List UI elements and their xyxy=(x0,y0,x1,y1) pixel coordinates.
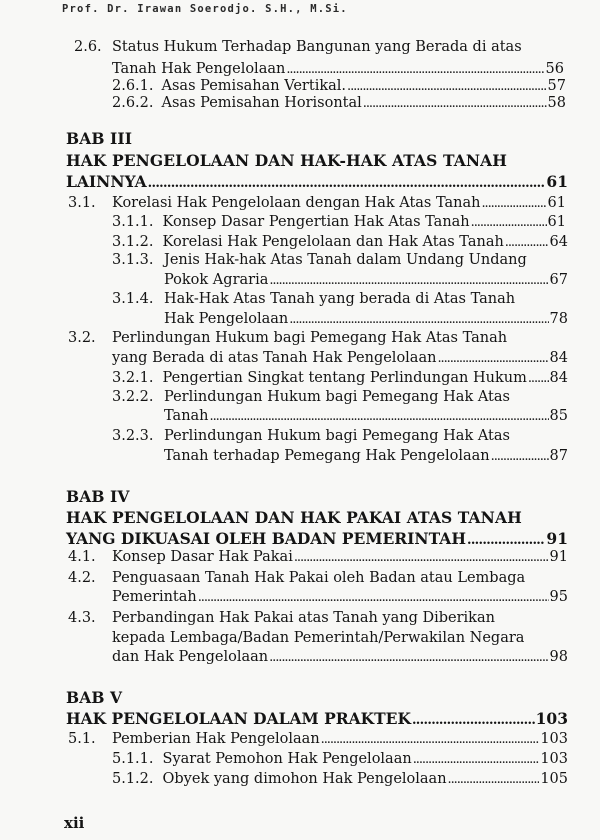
toc-entry[interactable] xyxy=(112,650,568,665)
chapter-title: HAK PENGELOLAAN DALAM PRAKTEK xyxy=(66,709,411,728)
toc-entry[interactable] xyxy=(112,590,568,605)
toc-entry[interactable] xyxy=(112,371,568,386)
toc-entry[interactable] xyxy=(68,196,566,211)
leader-dots xyxy=(269,650,548,665)
section-title: Tanah terhadap Pemegang Hak Pengelolaan xyxy=(164,448,490,464)
section-number: 4.2. xyxy=(68,570,96,586)
toc-entry[interactable] xyxy=(112,772,568,787)
toc-entry[interactable] xyxy=(112,752,568,767)
leader-dots xyxy=(198,590,549,605)
section-number: 3.2.3. xyxy=(112,428,154,444)
section-title: Hak Pengelolaan xyxy=(164,311,289,327)
leader-dots xyxy=(437,351,548,366)
section-title: kepada Lembaga/Badan Pemerintah/Perwakilan Negara xyxy=(112,630,525,646)
section-title: Perlindungan Hukum bagi Pemegang Hak Atas xyxy=(164,428,510,444)
page-ref: 105 xyxy=(540,771,568,787)
section-title: Status Hukum Terhadap Bangunan yang Berada di atas xyxy=(112,39,522,55)
chapter-title: HAK PENGELOLAAN DAN HAK-HAK ATAS TANAH xyxy=(66,151,507,170)
page-ref: 61 xyxy=(547,195,566,211)
leader-dots xyxy=(269,273,548,288)
section-number: 5.1.1. xyxy=(112,751,154,767)
page-ref: 61 xyxy=(546,172,568,191)
leader-dots xyxy=(413,752,540,767)
leader-dots xyxy=(148,174,546,190)
leader-dots xyxy=(294,550,549,565)
section-number: 5.1. xyxy=(68,731,96,747)
leader-dots xyxy=(286,62,544,77)
section-number: 3.2. xyxy=(68,330,96,346)
toc-entry[interactable] xyxy=(112,96,566,111)
leader-dots xyxy=(412,711,535,727)
section-title: Korelasi Hak Pengelolaan dengan Hak Atas Tanah xyxy=(112,195,481,211)
page-ref: 61 xyxy=(547,214,566,230)
leader-dots xyxy=(289,312,548,327)
toc-entry[interactable] xyxy=(164,449,568,464)
chapter-title: YANG DIKUASAI OLEH BADAN PEMERINTAH xyxy=(66,529,466,548)
page-ref: 78 xyxy=(549,311,568,327)
section-number: 4.3. xyxy=(68,610,96,626)
toc-entry[interactable] xyxy=(112,215,566,230)
toc-entry[interactable] xyxy=(164,312,568,327)
page-ref: 103 xyxy=(540,751,568,767)
section-title: Perlindungan Hukum bagi Pemegang Hak Atas xyxy=(164,389,510,405)
page-ref: 85 xyxy=(549,408,568,424)
section-number: 3.1.3. xyxy=(112,252,154,268)
section-number: 3.2.1. xyxy=(112,370,154,386)
section-title: Asas Pemisahan Vertikal. xyxy=(161,78,347,94)
leader-dots xyxy=(210,409,549,424)
leader-dots xyxy=(363,96,547,111)
page-ref: 87 xyxy=(549,448,568,464)
section-title: Jenis Hak-hak Atas Tanah dalam Undang Undang xyxy=(164,252,527,268)
section-title: Pengertian Singkat tentang Perlindungan Hukum xyxy=(162,370,527,386)
section-title: Syarat Pemohon Hak Pengelolaan xyxy=(162,751,412,767)
page-ref: 64 xyxy=(549,234,568,250)
page-number: xii xyxy=(64,814,85,832)
toc-entry[interactable] xyxy=(68,732,568,747)
section-title: Pokok Agraria xyxy=(164,272,269,288)
toc-entry[interactable] xyxy=(66,711,568,727)
section-number: 3.1.4. xyxy=(112,291,154,307)
leader-dots xyxy=(505,235,549,250)
running-header: Prof. Dr. Irawan Soerodjo. S.H., M.Si. xyxy=(62,3,348,15)
page-ref: 103 xyxy=(540,731,568,747)
section-title: Pemberian Hak Pengelolaan xyxy=(112,731,320,747)
section-title: Asas Pemisahan Horisontal xyxy=(161,95,362,111)
toc-entry[interactable] xyxy=(112,79,566,94)
section-title: Konsep Dasar Hak Pakai xyxy=(112,549,293,565)
toc-entry[interactable] xyxy=(68,550,568,565)
section-number: 3.1. xyxy=(68,195,96,211)
page-ref: 95 xyxy=(549,589,568,605)
leader-dots xyxy=(321,732,540,747)
section-number: 3.2.2. xyxy=(112,389,154,405)
section-number: 3.1.1. xyxy=(112,214,154,230)
section-title: Tanah xyxy=(164,408,209,424)
chapter-label: BAB V xyxy=(66,688,123,707)
section-number: 2.6. xyxy=(74,39,102,55)
section-title: Tanah Hak Pengelolaan xyxy=(112,61,286,77)
page-ref: 91 xyxy=(546,529,568,548)
chapter-title: HAK PENGELOLAAN DAN HAK PAKAI ATAS TANAH xyxy=(66,508,522,527)
leader-dots xyxy=(467,531,545,547)
section-title: Hak-Hak Atas Tanah yang berada di Atas Tanah xyxy=(164,291,516,307)
leader-dots xyxy=(448,772,540,787)
section-number: 4.1. xyxy=(68,549,96,565)
toc-entry[interactable] xyxy=(164,273,568,288)
page-ref: 84 xyxy=(549,370,568,386)
toc-entry[interactable] xyxy=(66,174,568,190)
toc-entry[interactable] xyxy=(112,62,564,77)
section-title: Perbandingan Hak Pakai atas Tanah yang Diberikan xyxy=(112,610,495,626)
page-ref: 58 xyxy=(547,95,566,111)
page-ref: 67 xyxy=(549,272,568,288)
leader-dots xyxy=(491,449,549,464)
page-ref: 57 xyxy=(547,78,566,94)
section-title: Penguasaan Tanah Hak Pakai oleh Badan atau Lembaga xyxy=(112,570,526,586)
section-number: 2.6.1. xyxy=(112,78,154,94)
section-number: 3.1.2. xyxy=(112,234,154,250)
toc-entry[interactable] xyxy=(164,409,568,424)
section-title: Perlindungan Hukum bagi Pemegang Hak Atas Tanah xyxy=(112,330,508,346)
page-ref: 103 xyxy=(535,709,568,728)
toc-entry[interactable] xyxy=(112,351,568,366)
toc-entry[interactable] xyxy=(66,531,568,547)
leader-dots xyxy=(481,196,546,211)
section-title: Obyek yang dimohon Hak Pengelolaan xyxy=(162,771,447,787)
section-number: 5.1.2. xyxy=(112,771,154,787)
toc-entry[interactable] xyxy=(112,235,568,250)
page-ref: 56 xyxy=(545,61,564,77)
leader-dots xyxy=(471,215,547,230)
page-ref: 84 xyxy=(549,350,568,366)
section-number: 2.6.2. xyxy=(112,95,154,111)
chapter-label: BAB IV xyxy=(66,487,130,506)
chapter-label: BAB III xyxy=(66,129,133,148)
page-ref: 91 xyxy=(549,549,568,565)
leader-dots xyxy=(528,371,549,386)
section-title: yang Berada di atas Tanah Hak Pengelolaan xyxy=(112,350,437,366)
leader-dots xyxy=(347,79,547,94)
section-title: Konsep Dasar Pengertian Hak Atas Tanah xyxy=(162,214,470,230)
section-title: Korelasi Hak Pengelolaan dan Hak Atas Tanah xyxy=(162,234,504,250)
chapter-title: LAINNYA xyxy=(66,172,147,191)
section-title: Pemerintah xyxy=(112,589,197,605)
section-title: dan Hak Pengelolaan xyxy=(112,649,269,665)
page-ref: 98 xyxy=(549,649,568,665)
